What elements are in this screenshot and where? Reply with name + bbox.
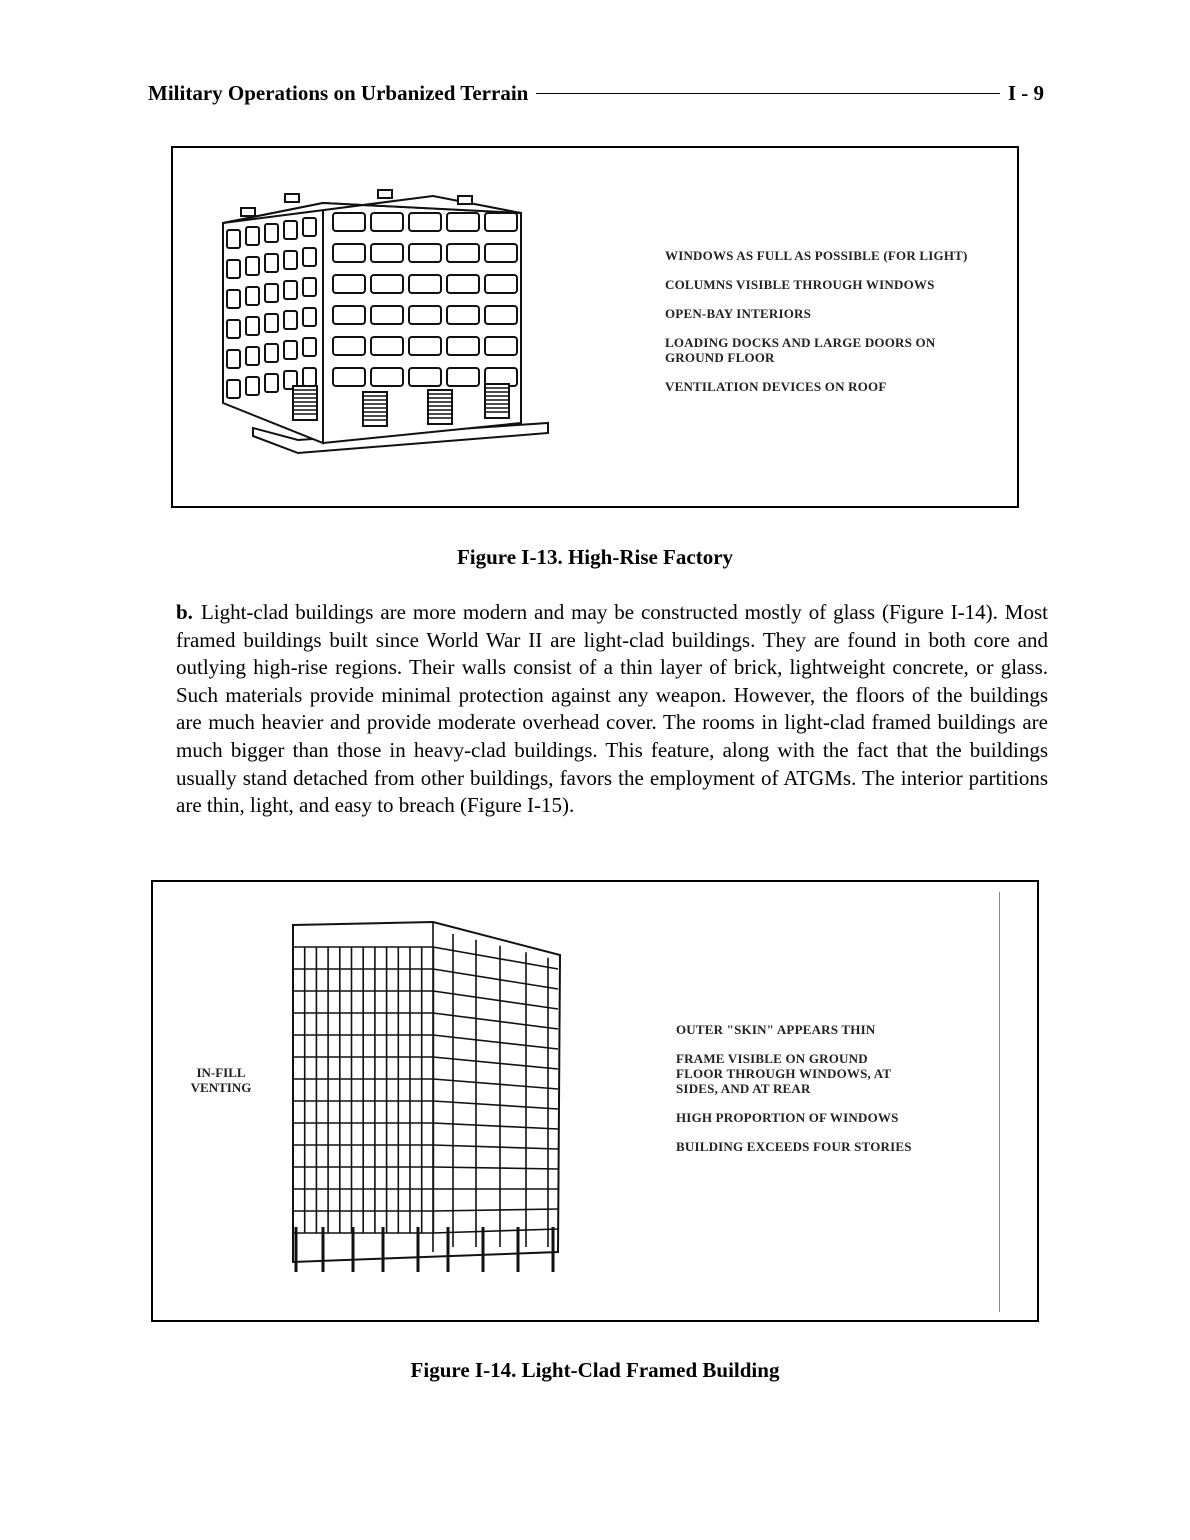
light-clad-feature: FRAME VISIBLE ON GROUND FLOOR THROUGH WINDOWS, AT SIDES, AND AT REAR xyxy=(676,1051,891,1096)
paragraph-label: b. xyxy=(176,600,193,624)
figure-high-rise-factory xyxy=(171,146,1019,508)
paragraph-text: Light-clad buildings are more modern and may be constructed mostly of glass (Figure I-14). Most framed buildings built since World War II are light-clad buildings. They are found in both core and outlying high-rise regions. Their walls consist of a thin layer of brick, lightweight concrete, or glass. Such materials provide minimal protection against any weapon. However, the floors of the buildings are much heavier and provide moderate overhead cover. The rooms in light-clad framed buildings are much bigger than those in heavy-clad buildings. This feature, along with the fact that the buildings usually stand detached from other buildings, favors the employment of ATGMs. The interior partitions are thin, light, and easy to breach (Figure I-15). xyxy=(176,600,1048,818)
figure-border-line xyxy=(999,892,1000,1312)
factory-feature: LOADING DOCKS AND LARGE DOORS ON GROUND FLOOR xyxy=(665,335,936,365)
light-clad-feature: HIGH PROPORTION OF WINDOWS xyxy=(676,1110,899,1125)
roof-vent xyxy=(241,208,255,216)
body-paragraph xyxy=(176,599,1048,820)
light-clad-feature: BUILDING EXCEEDS FOUR STORIES xyxy=(676,1139,912,1154)
framed-building-illustration xyxy=(278,917,578,1287)
factory-features-list xyxy=(665,248,1015,408)
header-rule xyxy=(536,93,1000,94)
infill-venting-label xyxy=(171,1065,271,1095)
factory-feature: WINDOWS AS FULL AS POSSIBLE (FOR LIGHT) xyxy=(665,248,968,263)
factory-feature: OPEN-BAY INTERIORS xyxy=(665,306,812,321)
factory-feature: COLUMNS VISIBLE THROUGH WINDOWS xyxy=(665,277,935,292)
light-clad-features-list xyxy=(676,1022,976,1168)
loading-door xyxy=(293,386,317,420)
figure-light-clad-building xyxy=(151,880,1039,1322)
loading-door xyxy=(485,384,509,418)
document-title: Military Operations on Urbanized Terrain xyxy=(148,80,529,105)
infill-label-line: IN-FILL xyxy=(196,1065,246,1080)
factory-illustration xyxy=(213,178,563,478)
loading-door xyxy=(428,390,452,424)
page-number: I - 9 xyxy=(1007,80,1044,105)
infill-label-line: VENTING xyxy=(190,1080,252,1095)
light-clad-feature: OUTER "SKIN" APPEARS THIN xyxy=(676,1022,876,1037)
roof-vent xyxy=(378,190,392,198)
roof-vent xyxy=(285,194,299,202)
loading-door xyxy=(363,392,387,426)
figure-caption: Figure I-14. Light-Clad Framed Building xyxy=(410,1358,780,1382)
figure-caption: Figure I-13. High-Rise Factory xyxy=(456,545,734,569)
page-header xyxy=(148,78,1044,108)
factory-feature: VENTILATION DEVICES ON ROOF xyxy=(665,379,887,394)
roof-vent xyxy=(458,196,472,204)
